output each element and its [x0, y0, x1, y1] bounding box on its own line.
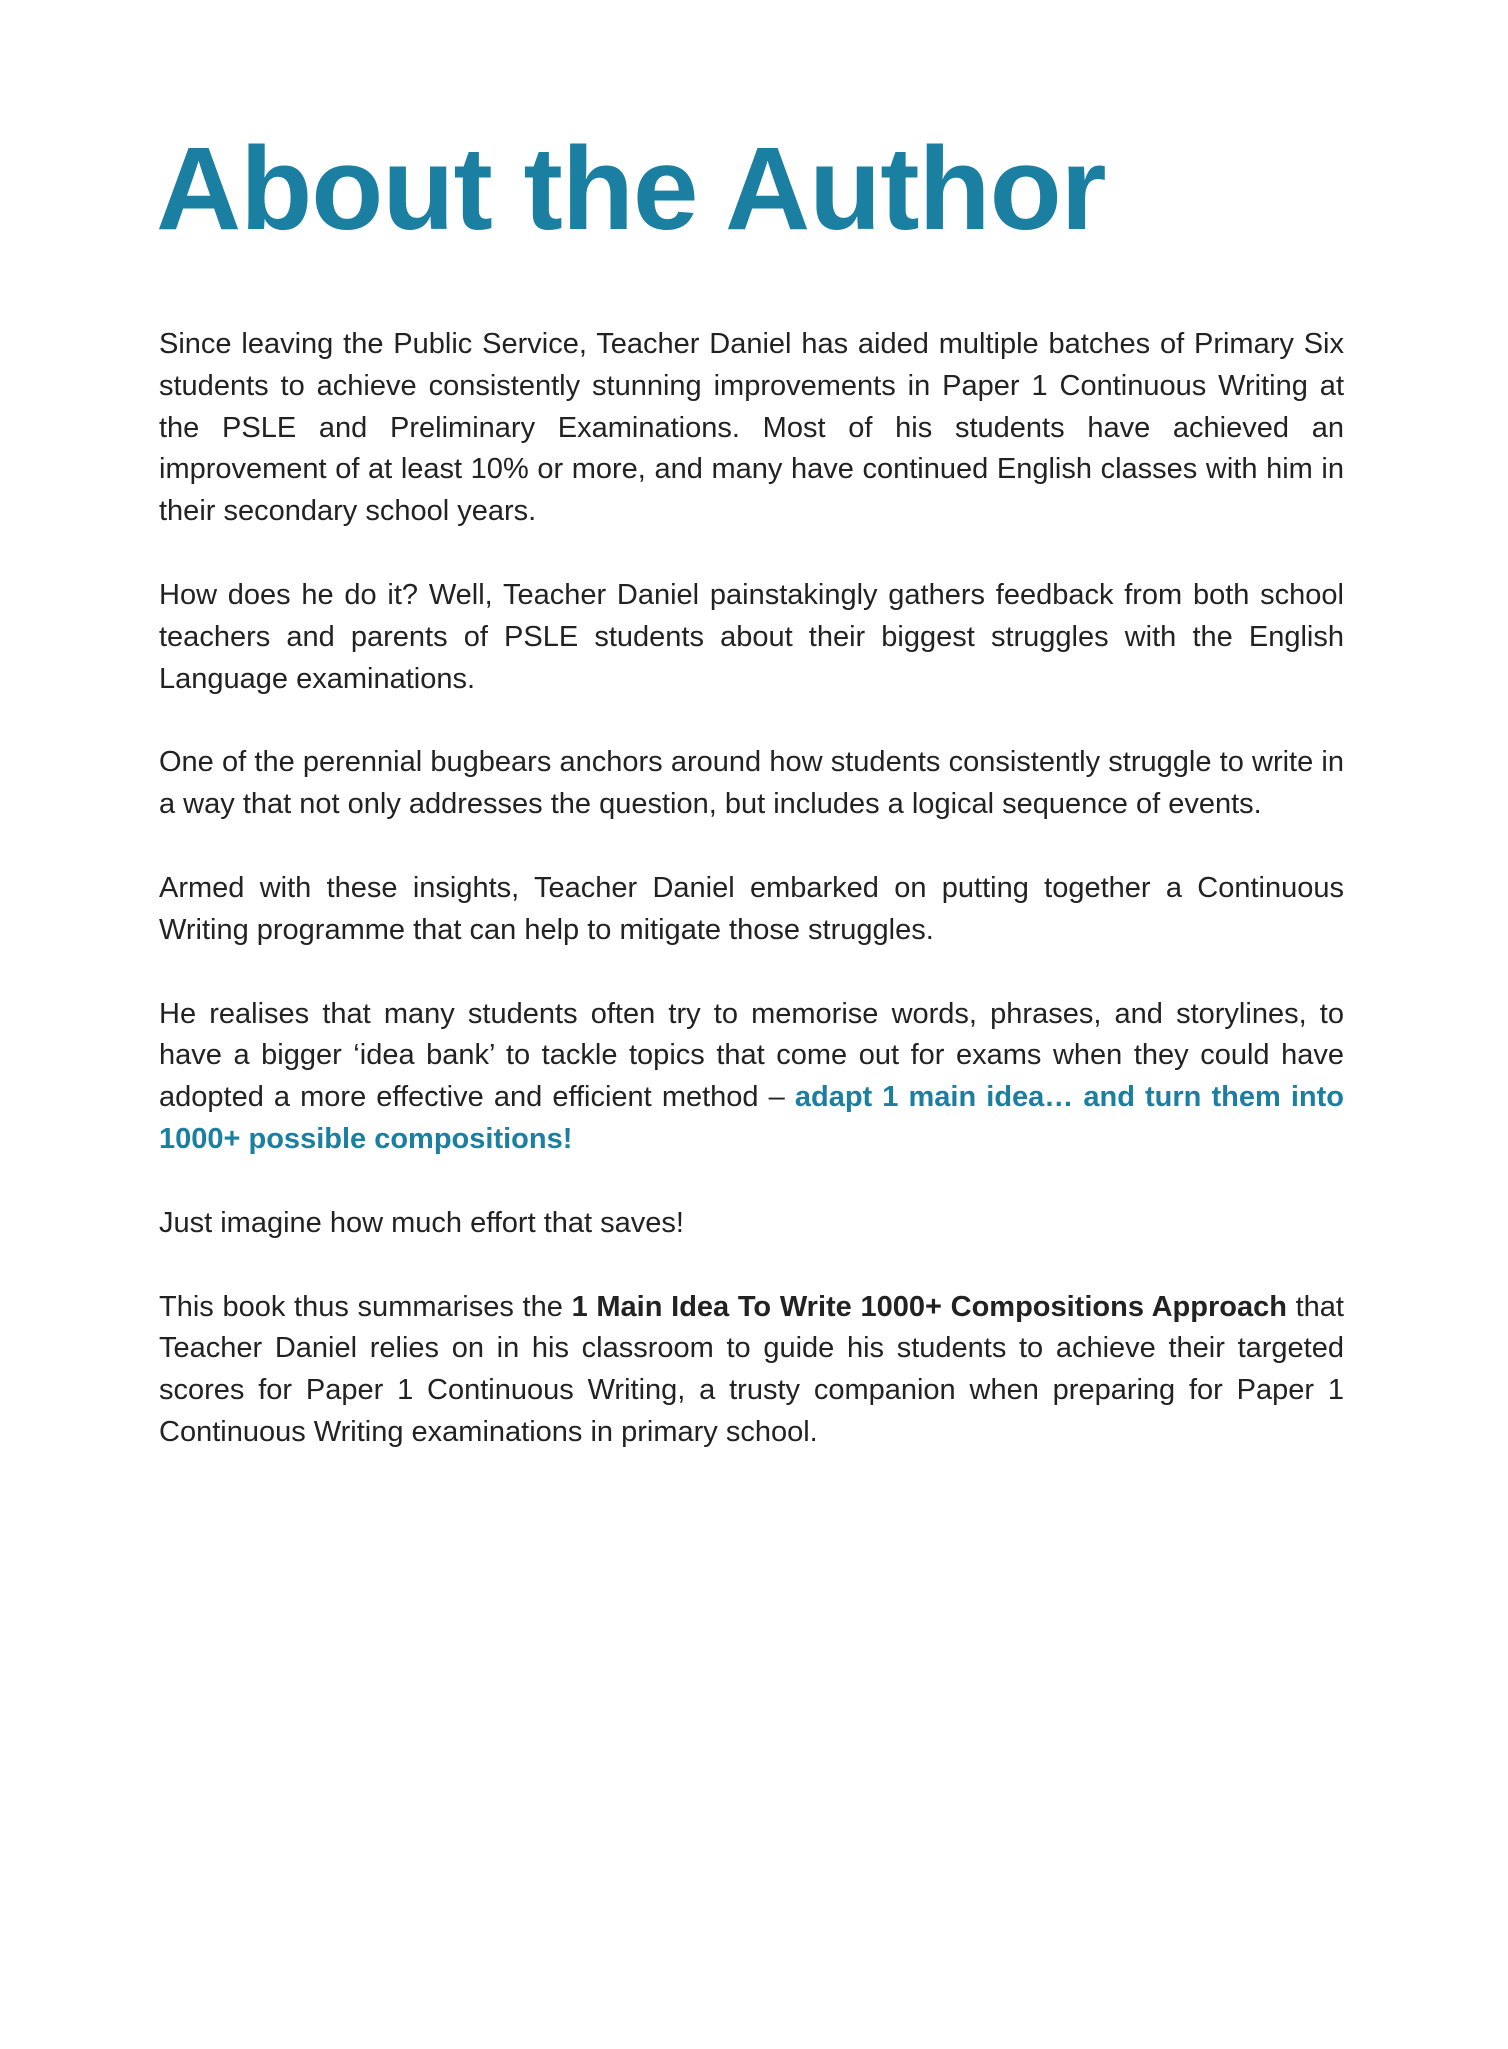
summary-text-before: This book thus summarises the [159, 1290, 572, 1323]
author-bio [159, 324, 1344, 1496]
paragraph-method [159, 994, 1344, 1161]
method-text: He realises that many students often try to memorise words, phrases, and storylines, to have a bigger ‘idea bank’ to tackle topics that come out for exams when they could have adopted a more effective and efficient method – [159, 997, 1344, 1114]
summary-text-after: that Teacher Daniel relies on in his classroom to guide his students to achieve their targeted scores for Paper 1 Continuous Writing, a trusty companion when preparing for Paper 1 Continuous Writing examinations in primary school. [159, 1290, 1344, 1448]
paragraph-programme: Armed with these insights, Teacher Daniel embarked on putting together a Continuous Writing programme that can help to mitigate those struggles. [159, 871, 1344, 946]
paragraph-feedback: How does he do it? Well, Teacher Daniel painstakingly gathers feedback from both school teachers and parents of PSLE students about their biggest struggles with the English Language examinations. [159, 578, 1344, 695]
method-highlight: adapt 1 main idea… and turn them into 1000+ possible compositions! [159, 1081, 1344, 1155]
paragraph-bugbears: One of the perennial bugbears anchors around how students consistently struggle to write in a way that not only addresses the question, but includes a logical sequence of events. [159, 746, 1344, 821]
paragraph-effort: Just imagine how much effort that saves! [159, 1206, 684, 1239]
paragraph-summary [159, 1287, 1344, 1454]
paragraph-intro: Since leaving the Public Service, Teacher Daniel has aided multiple batches of Primary Six students to achieve consistently stunning improvements in Paper 1 Continuous Writing at the PSLE and Preliminary Examinations. Most of his students have achieved an improvement of at least 10% or more, and many have continued English classes with him in their secondary school years. [159, 328, 1344, 528]
approach-name: 1 Main Idea To Write 1000+ Compositions Approach [571, 1290, 1287, 1323]
page-title: About the Author [156, 123, 1106, 255]
